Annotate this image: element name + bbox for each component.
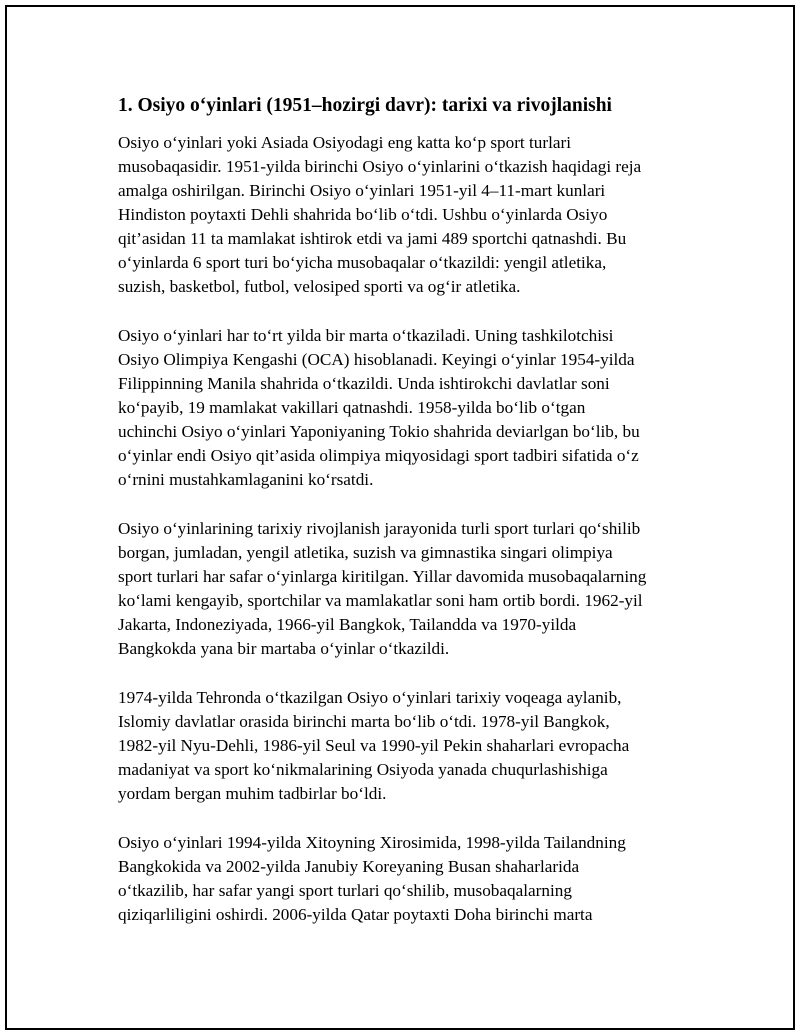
text-line: Osiyo o‘yinlari har to‘rt yilda bir marta o‘tkaziladi. Uning tashkilotchisi — [118, 326, 614, 345]
text-line: qiziqarliligini oshirdi. 2006-yilda Qatar poytaxti Doha birinchi marta — [118, 905, 593, 924]
text-line: yordam bergan muhim tadbirlar bo‘ldi. — [118, 784, 387, 803]
text-line: Osiyo Olimpiya Kengashi (OCA) hisoblanadi. Keyingi o‘yinlar 1954-yilda — [118, 350, 635, 369]
text-line: Islomiy davlatlar orasida birinchi marta bo‘lib o‘tdi. 1978-yil Bangkok, — [118, 712, 610, 731]
text-line: Bangkokida va 2002-yilda Janubiy Koreyaning Busan shaharlarida — [118, 857, 580, 876]
paragraphs — [118, 131, 688, 927]
text-line: 1982-yil Nyu-Dehli, 1986-yil Seul va 1990-yil Pekin shaharlari evropacha — [118, 736, 630, 755]
text-line: amalga oshirilgan. Birinchi Osiyo o‘yinlari 1951-yil 4–11-mart kunlari — [118, 181, 606, 200]
text-line: o‘tkazilib, har safar yangi sport turlari qo‘shilib, musobaqalarning — [118, 881, 572, 900]
text-line: ko‘payib, 19 mamlakat vakillari qatnashdi. 1958-yilda bo‘lib o‘tgan — [118, 398, 586, 417]
text-line: Bangkokda yana bir martaba o‘yinlar o‘tkazildi. — [118, 639, 450, 658]
text-line: o‘yinlarda 6 sport turi bo‘yicha musobaqalar o‘tkazildi: yengil atletika, — [118, 253, 607, 272]
text-line: suzish, basketbol, futbol, velosiped sporti va og‘ir atletika. — [118, 277, 521, 296]
text-line: uchinchi Osiyo o‘yinlari Yaponiyaning Tokio shahrida deviarlgan bo‘lib, bu — [118, 422, 640, 441]
document-body — [118, 92, 688, 952]
paragraph-1 — [118, 131, 688, 299]
text-line: o‘rnini mustahkamlaganini ko‘rsatdi. — [118, 470, 374, 489]
text-line: o‘yinlar endi Osiyo qit’asida olimpiya miqyosidagi sport tadbiri sifatida o‘z — [118, 446, 639, 465]
paragraph-3 — [118, 517, 688, 661]
text-line: madaniyat va sport ko‘nikmalarining Osiyoda yanada chuqurlashishiga — [118, 760, 608, 779]
paragraph-2 — [118, 324, 688, 492]
text-line: Hindiston poytaxti Dehli shahrida bo‘lib o‘tdi. Ushbu o‘yinlarda Osiyo — [118, 205, 608, 224]
paragraph-5 — [118, 831, 688, 927]
text-line: ko‘lami kengayib, sportchilar va mamlakatlar soni ham ortib bordi. 1962-yil — [118, 591, 643, 610]
text-line: borgan, jumladan, yengil atletika, suzish va gimnastika singari olimpiya — [118, 543, 613, 562]
text-line: Osiyo o‘yinlari yoki Asiada Osiyodagi eng katta ko‘p sport turlari — [118, 133, 572, 152]
paragraph-4 — [118, 686, 688, 806]
text-line: 1974-yilda Tehronda o‘tkazilgan Osiyo o‘yinlari tarixiy voqeaga aylanib, — [118, 688, 622, 707]
text-line: musobaqasidir. 1951-yilda birinchi Osiyo o‘yinlarini o‘tkazish haqidagi reja — [118, 157, 642, 176]
text-line: Osiyo o‘yinlarining tarixiy rivojlanish jarayonida turli sport turlari qo‘shilib — [118, 519, 641, 538]
section-title: 1. Osiyo o‘yinlari (1951–hozirgi davr): tarixi va rivojlanishi — [118, 95, 612, 116]
text-line: sport turlari har safar o‘yinlarga kiritilgan. Yillar davomida musobaqalarning — [118, 567, 647, 586]
text-line: Osiyo o‘yinlari 1994-yilda Xitoyning Xirosimida, 1998-yilda Tailandning — [118, 833, 626, 852]
text-line: Filippinning Manila shahrida o‘tkazildi. Unda ishtirokchi davlatlar soni — [118, 374, 610, 393]
text-line: Jakarta, Indoneziyada, 1966-yil Bangkok, Tailandda va 1970-yilda — [118, 615, 577, 634]
text-line: qit’asidan 11 ta mamlakat ishtirok etdi va jami 489 sportchi qatnashdi. Bu — [118, 229, 627, 248]
